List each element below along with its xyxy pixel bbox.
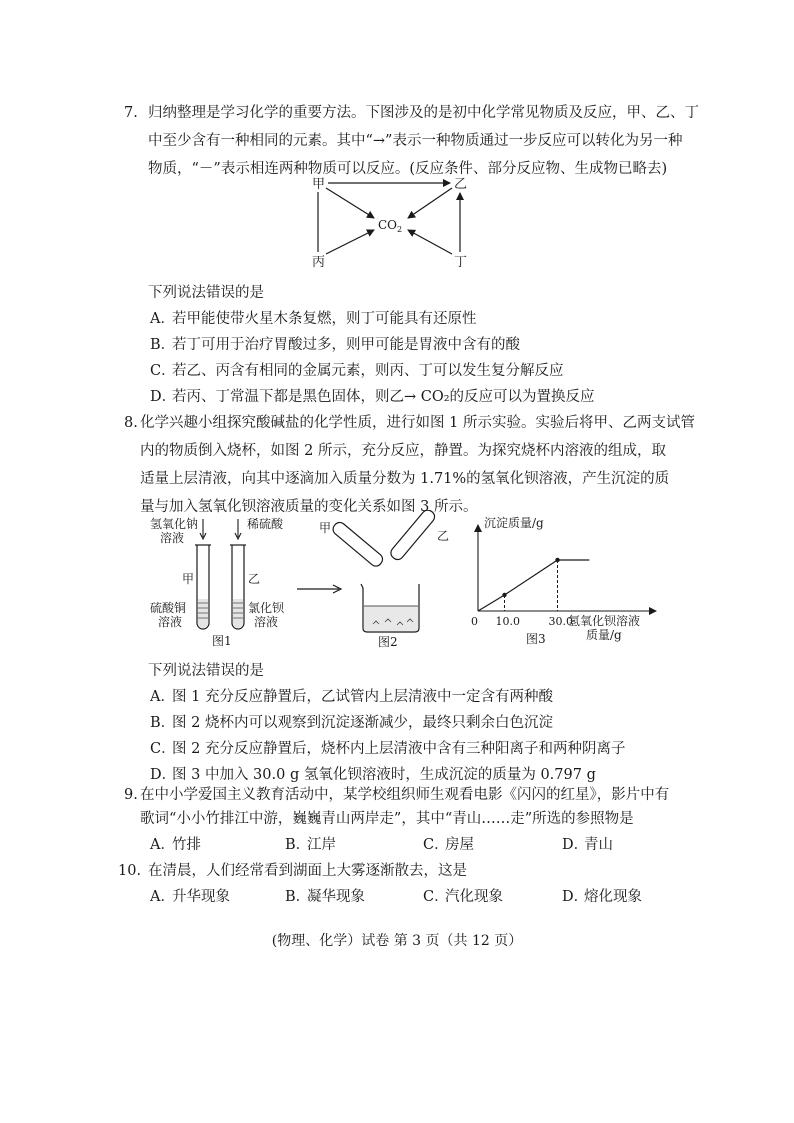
question-number: 9. <box>124 787 138 803</box>
label-yi-2: 乙 <box>437 529 450 543</box>
pouring-tube-jia <box>331 520 385 569</box>
stem-line: 中至少含有一种相同的元素。其中“→”表示一种物质通过一步反应可以转化为另一种 <box>148 133 683 149</box>
stem-line: 在中小学爱国主义教育活动中，某学校组织师生观看电影《闪闪的红星》，影片中有 <box>140 787 670 803</box>
option-label: B． <box>285 837 311 853</box>
y-axis-label: 沉淀质量/g <box>484 516 544 530</box>
option-text: 图 2 充分反应静置后，烧杯内上层清液中含有三种阳离子和两种阴离子 <box>172 741 626 757</box>
option-label: B． <box>150 715 176 731</box>
figure-3-chart <box>470 513 660 653</box>
data-point <box>555 558 559 562</box>
stem-line: 量与加入氢氧化钡溶液质量的变化关系如图 3 所示。 <box>140 499 478 515</box>
option-label: A． <box>150 689 175 705</box>
option-text: 青山 <box>584 837 613 853</box>
option-label: D． <box>562 837 589 853</box>
option-label: D． <box>150 389 177 405</box>
label-cuso4-2: 溶液 <box>158 615 183 629</box>
option-text: 若丙、丁常温下都是黑色固体，则乙→ CO₂的反应可以为置换反应 <box>172 389 595 405</box>
option-label: B． <box>285 889 311 905</box>
option-text: 升华现象 <box>172 889 230 905</box>
label-yi: 乙 <box>248 572 261 586</box>
option-text: 熔化现象 <box>584 889 642 905</box>
node-ding: 丁 <box>454 255 468 270</box>
caption-fig3: 图3 <box>526 632 546 646</box>
stem-line: 化学兴趣小组探究酸碱盐的化学性质，进行如图 1 所示实验。实验后将甲、乙两支试管 <box>140 415 695 431</box>
option-text: 若丁可用于治疗胃酸过多，则甲可能是胃液中含有的酸 <box>172 337 520 353</box>
option-text: 汽化现象 <box>445 889 503 905</box>
reaction-diagram <box>310 174 480 270</box>
label-naoh-2: 溶液 <box>160 531 185 545</box>
option-text: 图 1 充分反应静置后，乙试管内上层清液中一定含有两种酸 <box>172 689 553 705</box>
caption-fig1: 图1 <box>212 634 232 648</box>
option-text: 竹排 <box>172 837 201 853</box>
node-jia: 甲 <box>312 177 326 192</box>
stem-line: 适量上层清液，向其中逐滴加入质量分数为 1.71%的氢氧化钡溶液，产生沉淀的质 <box>140 471 670 487</box>
label-bacl2: 氯化钡 <box>248 601 285 615</box>
node-co2: $CO_2$ <box>378 218 403 234</box>
figure-2 <box>315 510 465 650</box>
stem-line: 物质，“－”表示相连两种物质可以反应。(反应条件、部分反应物、生成物已略去) <box>148 161 668 177</box>
stem-line: 内的物质倒入烧杯，如图 2 所示，充分反应，静置。为探究烧杯内溶液的组成，取 <box>140 443 666 459</box>
arrow-yi-co2 <box>408 188 452 218</box>
option-label: D． <box>562 889 589 905</box>
option-text: 图 3 中加入 30.0 g 氢氧化钡溶液时，生成沉淀的质量为 0.797 g <box>172 767 596 783</box>
x-tick-label: 10.0 <box>495 615 520 628</box>
arrow-ding-co2 <box>408 230 452 254</box>
option-text: 江岸 <box>307 837 336 853</box>
stem-line: 歌词“小小竹排江中游，巍巍青山两岸走”，其中“青山……走”所选的参照物是 <box>140 811 634 827</box>
option-text: 图 2 烧杯内可以观察到沉淀逐渐减少，最终只剩余白色沉淀 <box>172 715 553 731</box>
caption-fig2: 图2 <box>378 635 398 649</box>
precipitate-line <box>478 560 589 611</box>
label-h2so4: 稀硫酸 <box>247 517 284 531</box>
option-text: 房屋 <box>445 837 474 853</box>
label-bacl2-2: 溶液 <box>254 615 279 629</box>
question-number: 7. <box>124 105 138 121</box>
option-label: D． <box>150 767 177 783</box>
question-number: 8. <box>124 415 138 431</box>
node-yi: 乙 <box>454 177 468 192</box>
option-label: B． <box>150 337 176 353</box>
page-footer: (物理、化学）试卷 第 3 页（共 12 页） <box>271 933 523 949</box>
option-text: 若乙、丙含有相同的金属元素，则丙、丁可以发生复分解反应 <box>172 363 564 379</box>
option-text: 凝华现象 <box>307 889 365 905</box>
stem-line: 归纳整理是学习化学的重要方法。下图涉及的是初中化学常见物质及反应，甲、乙、丁 <box>148 105 699 121</box>
arrow-bing-co2 <box>326 230 374 254</box>
figure-1 <box>150 515 300 650</box>
x-tick-label: 30.0 <box>548 615 573 628</box>
option-label: A． <box>150 311 175 327</box>
option-label: C． <box>150 741 176 757</box>
label-cuso4: 硫酸铜 <box>150 601 187 615</box>
question-number: 10. <box>118 863 142 879</box>
x-axis-label-line2: 质量/g <box>586 628 622 642</box>
arrow-jia-co2 <box>326 188 374 218</box>
option-label: C． <box>150 363 176 379</box>
origin-label: 0 <box>471 615 478 628</box>
data-point <box>502 593 506 597</box>
option-label: C． <box>423 837 449 853</box>
option-label: A． <box>150 889 175 905</box>
option-text: 若甲能使带火星木条复燃，则丁可能具有还原性 <box>172 311 477 327</box>
pouring-tube-yi <box>388 510 437 562</box>
x-axis-label-line1: 氢氧化钡溶液 <box>568 614 641 628</box>
label-jia: 甲 <box>182 572 195 586</box>
label-naoh: 氢氧化钠 <box>150 517 199 531</box>
question-prompt: 下列说法错误的是 <box>148 285 264 301</box>
node-bing: 丙 <box>312 255 326 270</box>
stem-line: 在清晨，人们经常看到湖面上大雾逐渐散去，这是 <box>148 863 467 879</box>
question-prompt: 下列说法错误的是 <box>148 663 264 679</box>
option-label: C． <box>423 889 449 905</box>
label-jia-2: 甲 <box>319 521 332 535</box>
option-label: A． <box>150 837 175 853</box>
